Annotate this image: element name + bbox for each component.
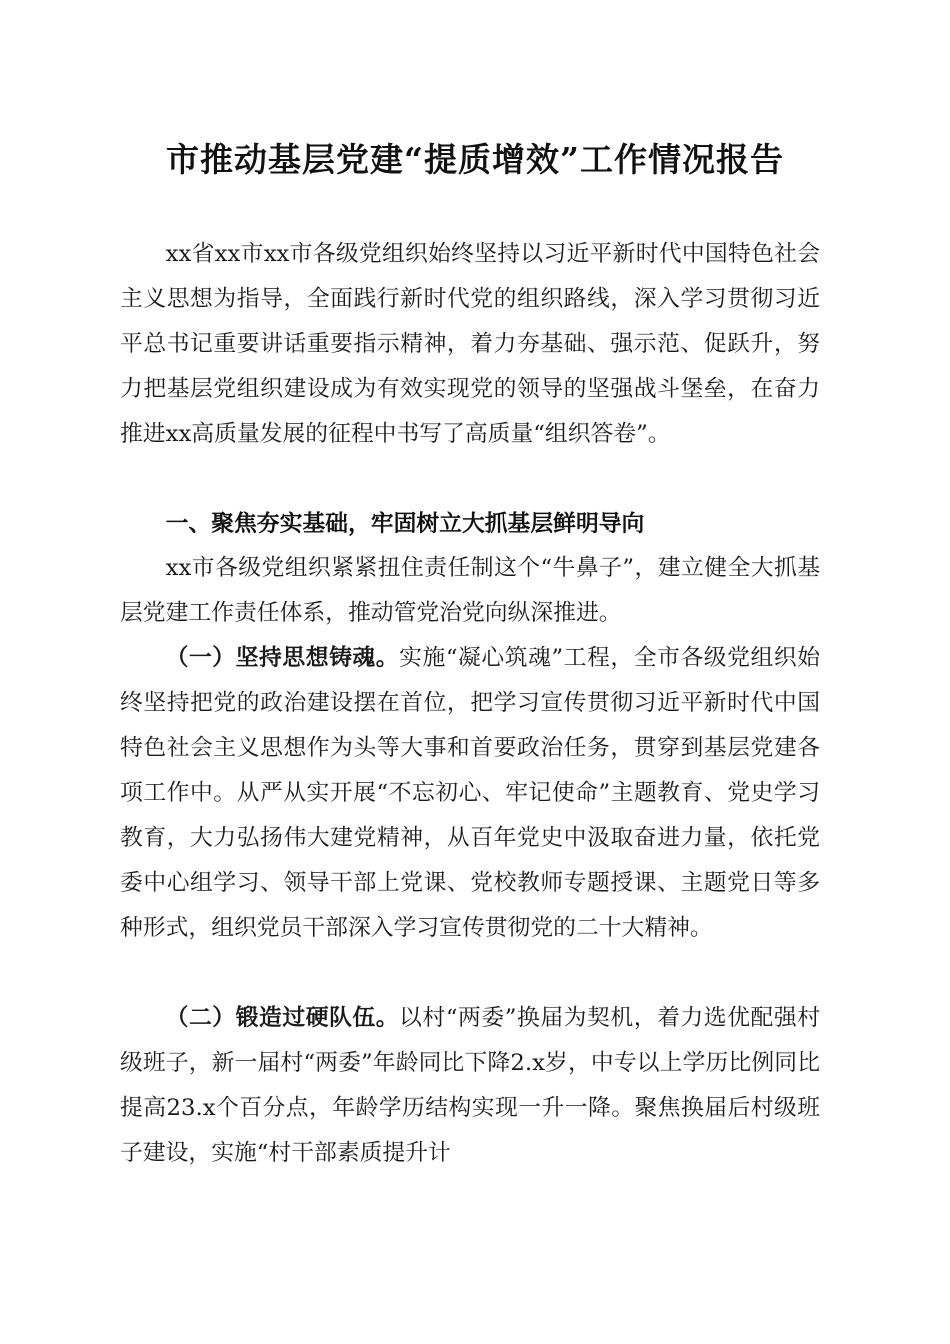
item-paragraph-2 bbox=[120, 996, 820, 1176]
section-intro-paragraph: xx市各级党组织紧紧扭住责任制这个“牛鼻子”，建立健全大抓基层党建工作责任体系，推动管党治党向纵深推进。 bbox=[120, 555, 820, 626]
item-lead-2: （二）锻造过硬队伍。 bbox=[165, 1005, 400, 1031]
intro-paragraph: xx省xx市xx市各级党组织始终坚持以习近平新时代中国特色社会主义思想为指导，全面践行新时代党的组织路线，深入学习贯彻习近平总书记重要讲话重要指示精神，着力夯基础、强示范、促跃升，努力把基层党组织建设成为有效实现党的领导的坚强战斗堡垒，在奋力推进xx高质量发展的征程中书写了高质量“组织答卷”。 bbox=[120, 241, 820, 447]
item-text-1: 实施“凝心筑魂”工程，全市各级党组织始终坚持把党的政治建设摆在首位，把学习宣传贯彻习近平新时代中国特色社会主义思想作为头等大事和首要政治任务，贯穿到基层党建各项工作中。从严从实开展“不忘初心、牢记使命”主题教育、党史学习教育，大力弘扬伟大建党精神，从百年党史中汲取奋进力量，依托党委中心组学习、领导干部上党课、党校教师专题授课、主题党日等多种形式，组织党员干部深入学习宣传贯彻党的二十大精神。 bbox=[120, 645, 821, 941]
item-paragraph-1 bbox=[120, 636, 820, 951]
item-lead-1: （一）坚持思想铸魂。 bbox=[165, 645, 400, 671]
item-text-2: 以村“两委”换届为契机，着力选优配强村级班子，新一届村“两委”年龄同比下降2.x岁，中专以上学历比例同比提高23.x个百分点，年龄学历结构实现一升一降。聚焦换届后村级班子建设，实施“村干部素质提升计 bbox=[120, 1005, 821, 1166]
document-title: 市推动基层党建“提质增效”工作情况报告 bbox=[166, 140, 784, 179]
section-heading: 一、聚焦夯实基础，牢固树立大抓基层鲜明导向 bbox=[165, 511, 645, 537]
